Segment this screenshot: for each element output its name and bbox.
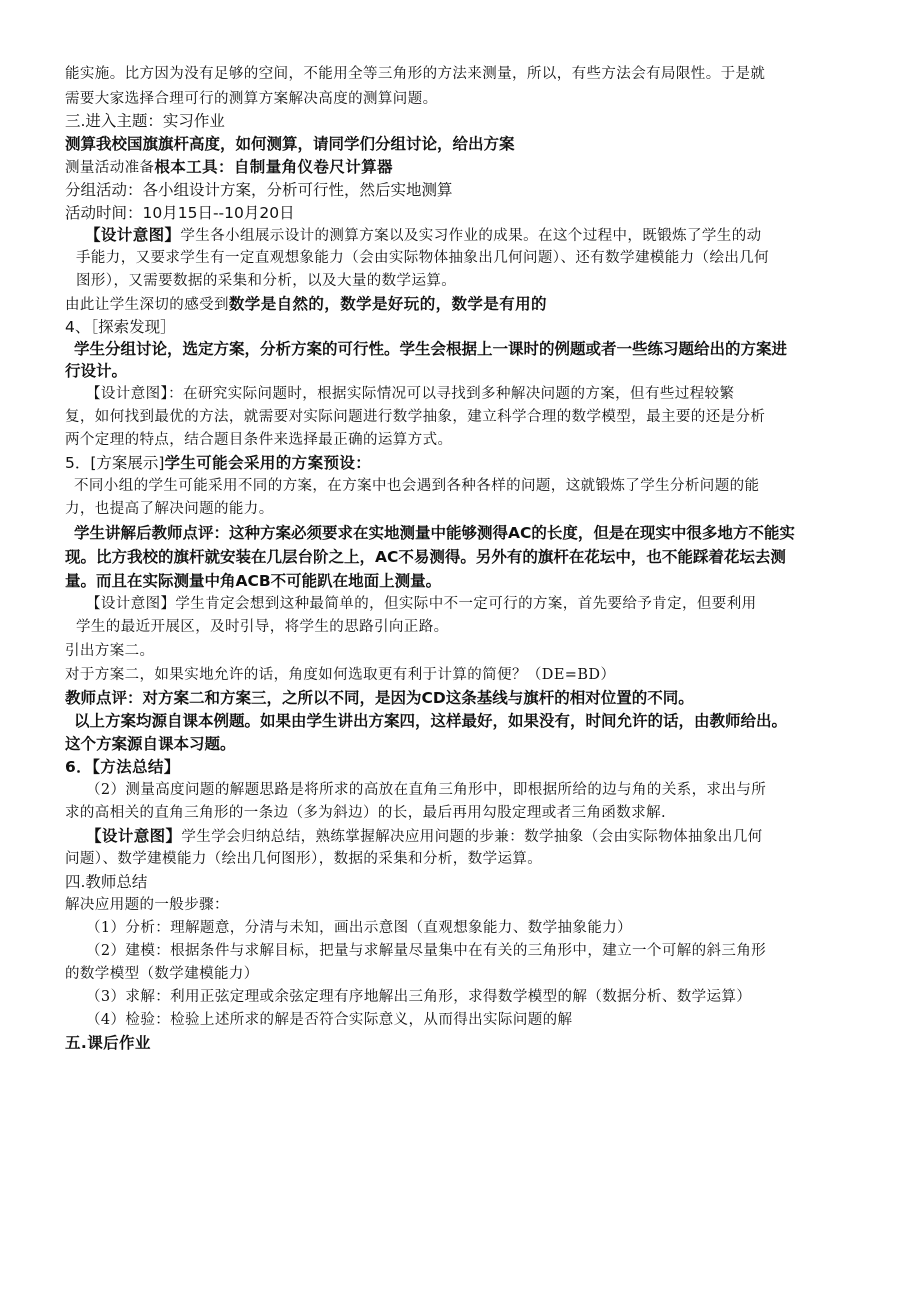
paragraph-line: 对于方案二，如果实地允许的话，角度如何选取更有利于计算的简便？（DE=BD） (65, 667, 616, 683)
section-heading: 四.教师总结 (65, 873, 148, 891)
plan-preset-text: 学生可能会采用的方案预设： (164, 454, 372, 472)
paragraph-line: 学生的最近开展区，及时引导，将学生的思路引向正路。 (76, 619, 449, 635)
paragraph-line (85, 225, 762, 246)
paragraph-line: 解决应用题的一般步骤： (65, 897, 229, 913)
section-heading: 三.进入主题：实习作业 (65, 112, 225, 130)
paragraph-line: 需要大家选择合理可行的测算方案解决高度的测算问题。 (65, 91, 438, 107)
bold-line: 教师点评：对方案二和方案三，之所以不同，是因为CD这条基线与旗杆的相对位置的不同。 (65, 689, 694, 707)
paragraph-line: 引出方案二。 (65, 643, 155, 659)
list-item: （3）求解：利用正弦定理或余弦定理有序地解出三角形，求得数学模型的解（数据分析、数学运算） (86, 989, 752, 1005)
math-motto: 数学是自然的，数学是好玩的，数学是有用的 (228, 295, 547, 313)
paragraph-line: 能实施。比方因为没有足够的空间，不能用全等三角形的方法来测量，所以，有些方法会有局限性。于是就 (65, 66, 766, 82)
paragraph-line (65, 157, 393, 178)
list-item-continuation: 的数学模型（数学建模能力） (65, 966, 259, 982)
method-summary-label: 6．【方法总结】 (65, 758, 180, 776)
paragraph-line: 不同小组的学生可能采用不同的方案，在方案中也会遇到各种各样的问题，这就锻炼了学生分析问题的能 (74, 478, 760, 494)
plan-display-label: 5．[方案展示] (65, 454, 165, 472)
activity-time-line: 活动时间：10月15日--10月20日 (65, 204, 295, 222)
list-item: （1）分析：理解题意，分清与未知，画出示意图（直观想象能力、数学抽象能力） (86, 920, 633, 936)
design-intent-text: 学生学会归纳总结，熟练掌握解决应用问题的步兼：数学抽象（会由实际物体抽象出几何 (181, 829, 763, 845)
feel-text: 由此让学生深切的感受到 (65, 297, 229, 313)
paragraph-line: 【设计意图】：在研究实际问题时，根据实际情况可以寻找到多种解决问题的方案，但有些过程较繁 (86, 386, 735, 402)
bold-line: 以上方案均源自课本例题。如果由学生讲出方案四，这样最好，如果没有，时间允许的话，由教师给出。 (74, 712, 788, 730)
paragraph-line: 手能力，又要求学生有一定直观想象能力（会由实际物体抽象出几何问题）、还有数学建模能力（绘出几何 (76, 250, 770, 266)
bold-line: 学生分组讨论，选定方案，分析方案的可行性。学生会根据上一课时的例题或者一些练习题给出的方案进 (74, 340, 788, 358)
paragraph-line: 复，如何找到最优的方法，就需要对实际问题进行数学抽象，建立科学合理的数学模型，最主要的还是分析 (65, 409, 766, 425)
bold-line: 学生讲解后教师点评：这种方案必须要求在实地测量中能够测得AC的长度，但是在现实中很多地方不能实 (74, 524, 795, 542)
bold-line: 这个方案源自课本习题。 (65, 735, 236, 753)
list-item: （4）检验：检验上述所求的解是否符合实际意义，从而得出实际问题的解 (86, 1012, 573, 1028)
paragraph-line: 两个定理的特点，结合题目条件来选择最正确的运算方式。 (65, 432, 453, 448)
design-intent-label: 【设计意图】 (85, 226, 181, 244)
paragraph-line: 【设计意图】学生肯定会想到这种最简单的，但实际中不一定可行的方案，首先要给予肯定，但要利用 (86, 596, 757, 612)
design-intent-label: 【设计意图】 (86, 827, 182, 845)
section-heading (65, 757, 180, 778)
group-activity-line: 分组活动：各小组设计方案，分析可行性，然后实地测算 (65, 181, 453, 199)
tools-text: 根本工具：自制量角仪卷尺计算器 (154, 158, 393, 176)
section-heading (65, 453, 371, 474)
bold-line: 测算我校国旗旗杆高度，如何测算，请同学们分组讨论，给出方案 (65, 135, 515, 153)
prep-label: 测量活动准备 (65, 160, 155, 176)
paragraph-line: （2）测量高度问题的解题思路是将所求的高放在直角三角形中，即根据所给的边与角的关系，求出与所 (86, 782, 767, 798)
paragraph-line (86, 826, 763, 847)
design-intent-text: 学生各小组展示设计的测算方案以及实习作业的成果。在这个过程中，既锻炼了学生的动 (180, 228, 762, 244)
bold-line: 量。而且在实际测量中角ACB不可能趴在地面上测量。 (65, 572, 442, 590)
section-heading: 4、［探索发现］ (65, 318, 176, 336)
paragraph-line: 图形），又需要数据的采集和分析，以及大量的数学运算。 (76, 273, 457, 289)
list-item: （2）建模：根据条件与求解目标，把量与求解量尽量集中在有关的三角形中，建立一个可解的斜三角形 (86, 943, 767, 959)
bold-line: 行设计。 (65, 362, 128, 380)
paragraph-line (65, 294, 547, 315)
paragraph-line: 问题）、数学建模能力（绘出几何图形），数据的采集和分析，数学运算。 (65, 851, 543, 867)
section-heading: 五.课后作业 (65, 1034, 151, 1052)
bold-line: 现。比方我校的旗杆就安装在几层台阶之上，AC不易测得。另外有的旗杆在花坛中，也不能踩着花坛去测 (65, 548, 786, 566)
paragraph-line: 力，也提高了解决问题的能力。 (65, 501, 274, 517)
paragraph-line: 求的高相关的直角三角形的一条边（多为斜边）的长，最后再用勾股定理或者三角函数求解. (65, 805, 667, 821)
